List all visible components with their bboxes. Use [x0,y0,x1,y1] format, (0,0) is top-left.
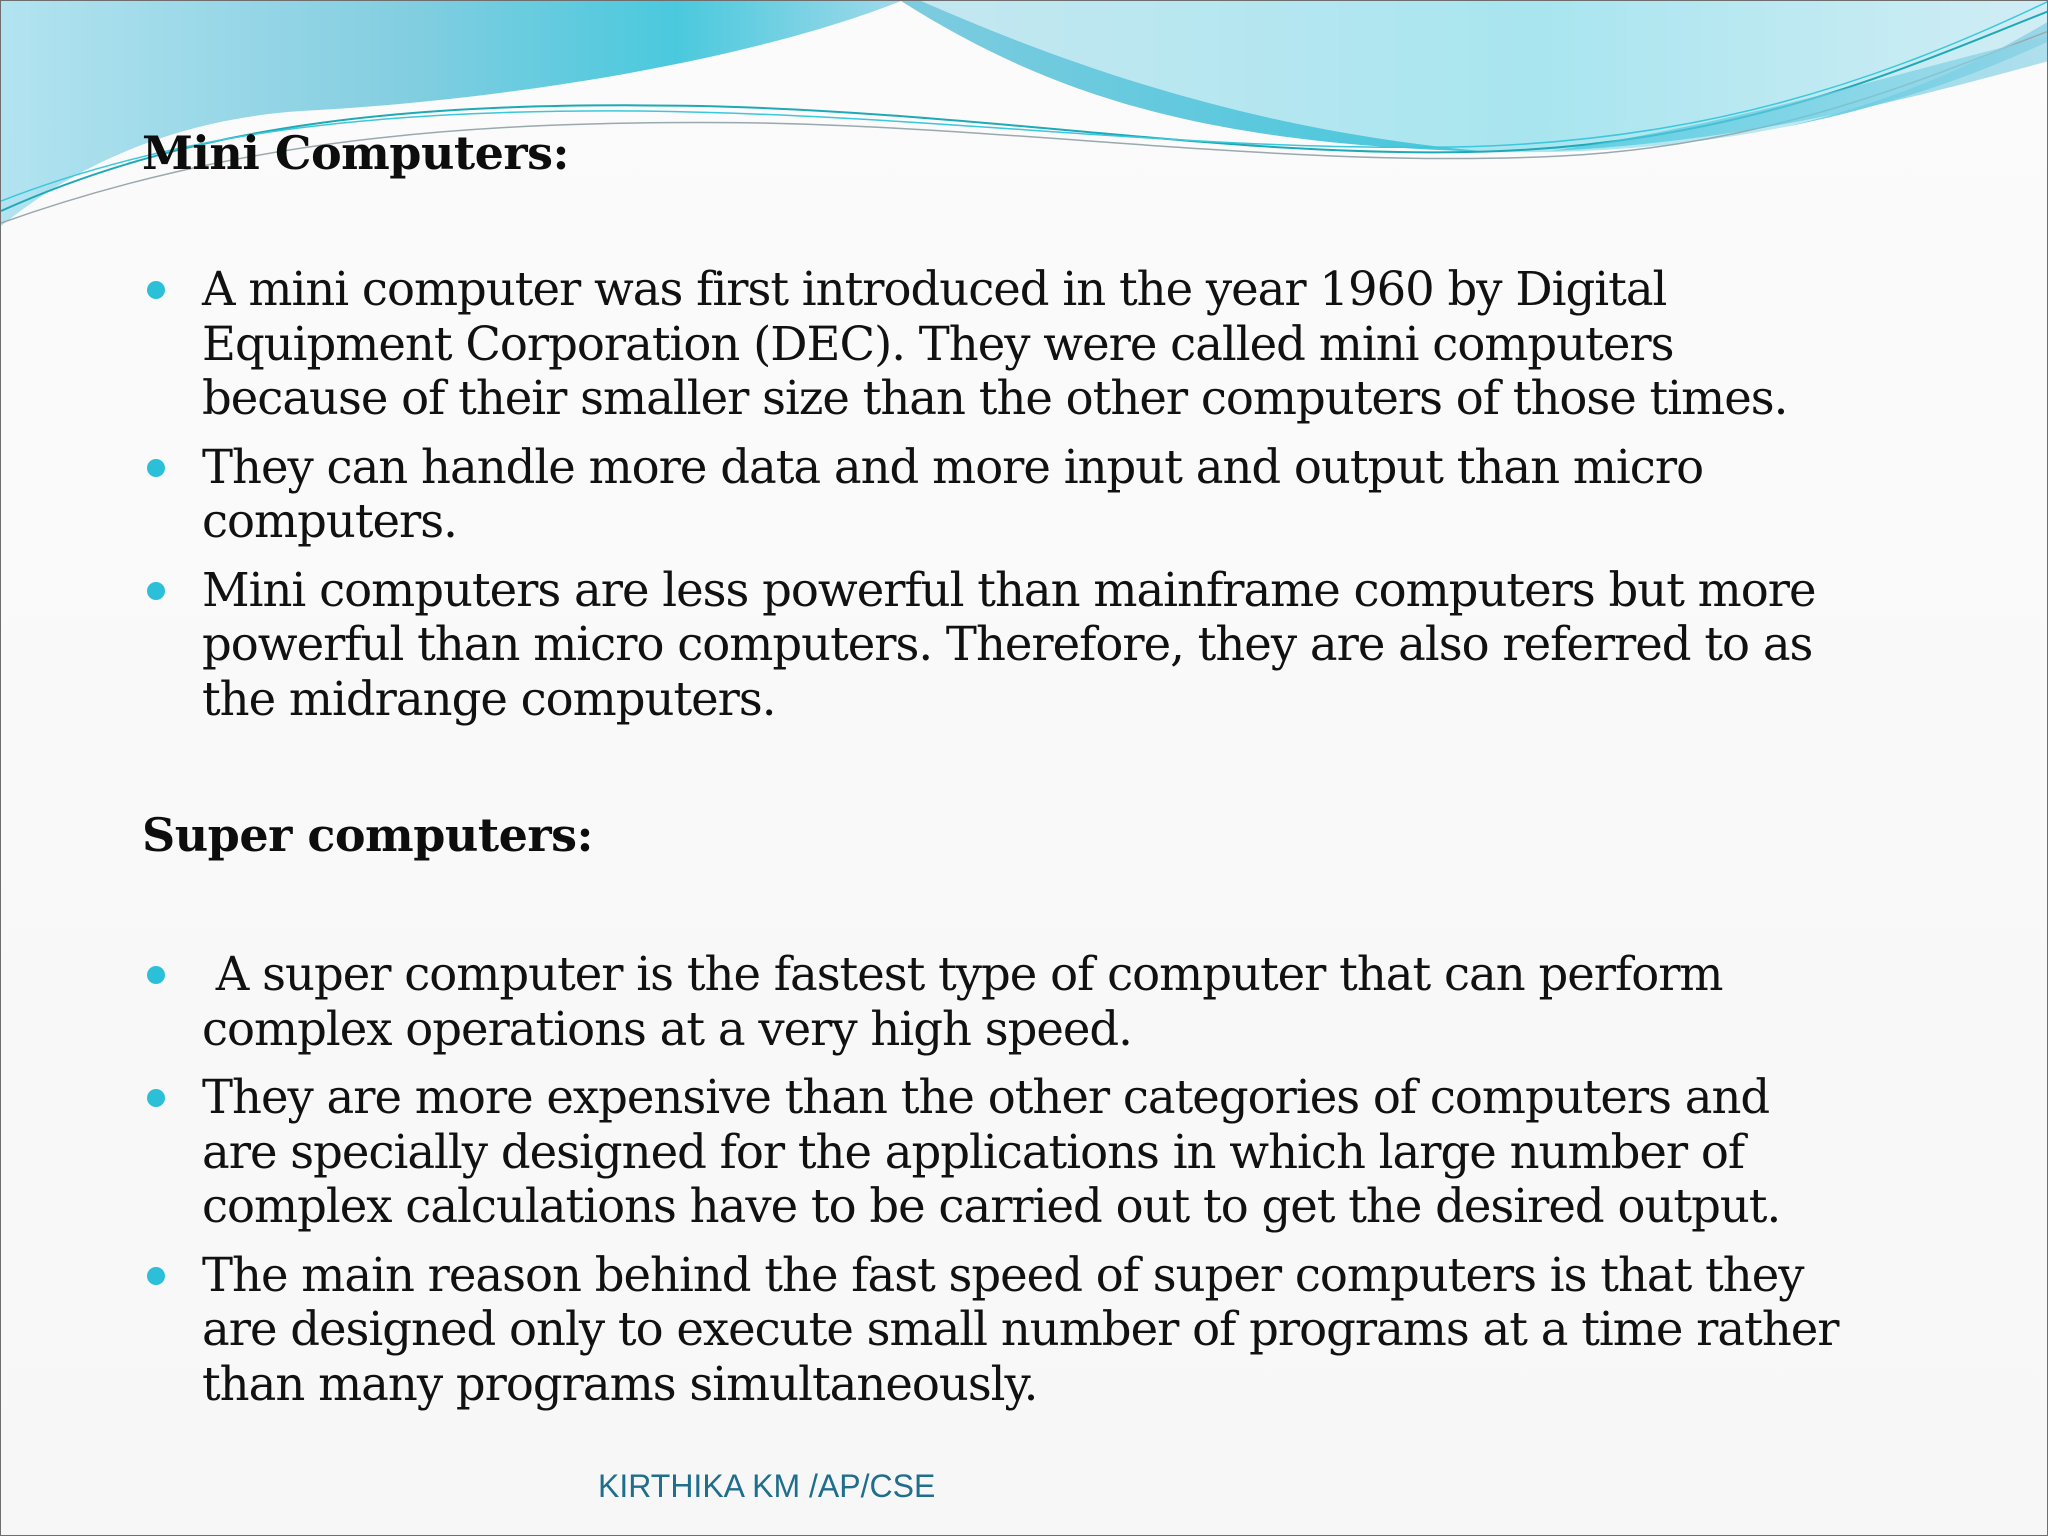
bullet-text-line: They are more expensive than the other categories of computers and [202,1070,1770,1124]
section-heading-mini-computers: Mini Computers: [142,126,570,180]
bullet-text-line: powerful than micro computers. Therefore, they are also referred to as [202,617,1813,671]
bullet-text-line: A super computer is the fastest type of computer that can perform [202,947,1723,1001]
bullet-dot-icon [147,582,165,600]
bullet-text-line: Equipment Corporation (DEC). They were called mini computers [202,316,1674,371]
bullet-dot-icon [147,1267,165,1285]
bullet-text-line: than many programs simultaneously. [202,1356,1038,1411]
bullet-text-line: complex calculations have to be carried out to get the desired output. [202,1179,1781,1233]
bullet-text-line: They can handle more data and more input and output than micro [202,439,1704,494]
bullet-text-line: the midrange computers. [202,671,776,726]
list-item [142,1248,1942,1412]
list-item [142,947,1942,1056]
list-item [142,1070,1942,1234]
list-item [142,262,1942,426]
footer-author-credit: KIRTHIKA KM /AP/CSE [598,1468,936,1504]
bullet-text-line: because of their smaller size than the other computers of those times. [202,371,1788,425]
bullet-dot-icon [147,459,165,477]
section-heading-super-computers: Super computers: [142,808,593,862]
bullet-dot-icon [147,281,165,299]
bullet-text-line: computers. [202,494,457,548]
bullet-dot-icon [147,966,165,984]
bullet-text-line: Mini computers are less powerful than mainframe computers but more [202,562,1816,617]
mini-computers-bullet-list [142,262,1942,740]
super-computers-bullet-list [142,947,1942,1425]
bullet-text-line: A mini computer was first introduced in the year 1960 by Digital [202,262,1667,316]
list-item [142,563,1942,727]
list-item [142,440,1942,549]
bullet-text-line: complex operations at a very high speed. [202,1001,1132,1056]
header-wave-decoration [1,1,2048,241]
bullet-text-line: are designed only to execute small number of programs at a time rather [202,1302,1839,1356]
bullet-text-line: are specially designed for the applications in which large number of [202,1124,1745,1179]
bullet-text-line: The main reason behind the fast speed of super computers is that they [202,1247,1804,1302]
bullet-dot-icon [147,1089,165,1107]
